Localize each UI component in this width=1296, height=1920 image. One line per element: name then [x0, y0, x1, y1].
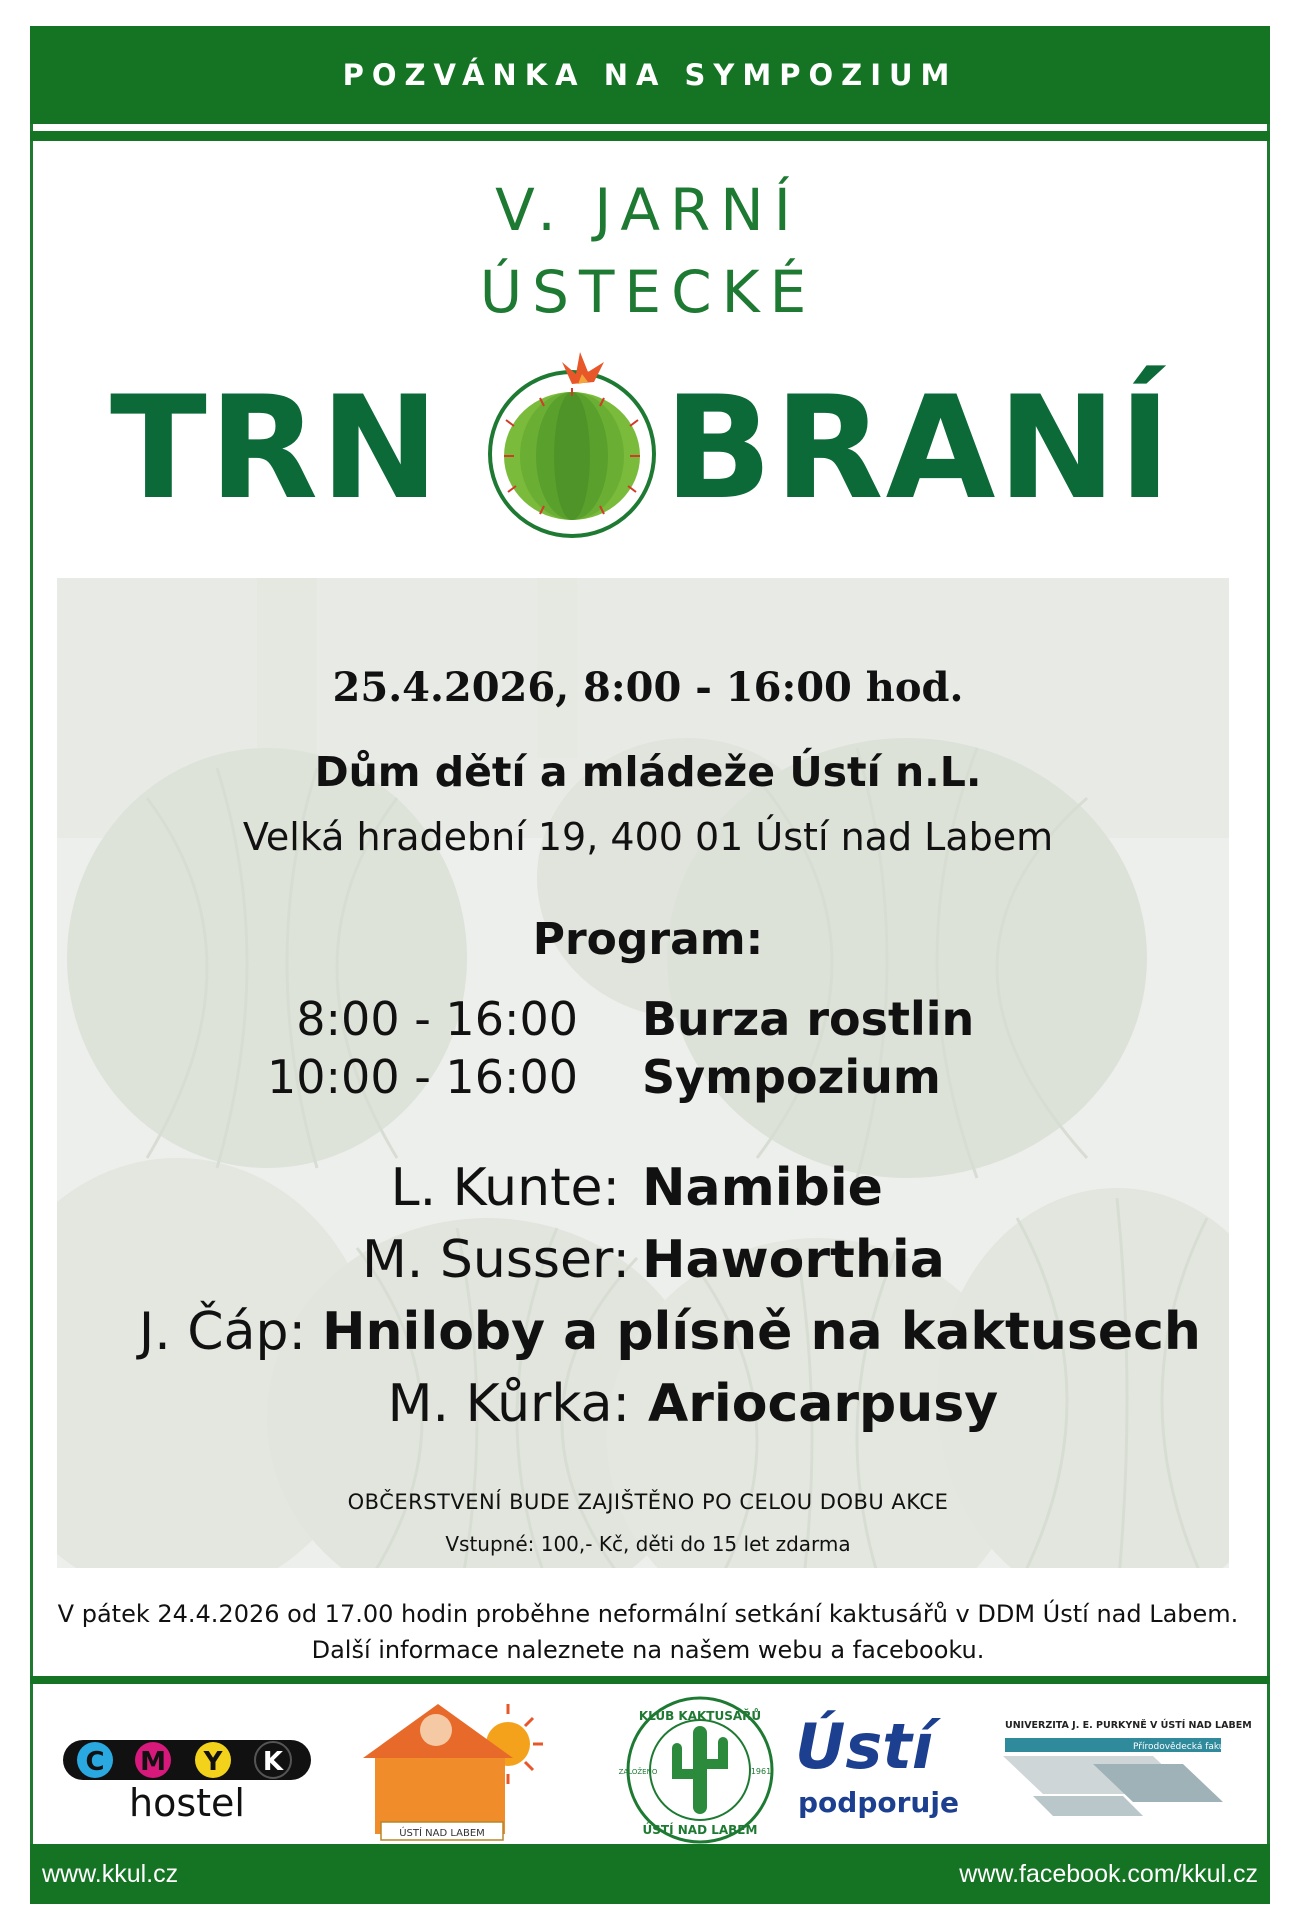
schedule-label: Burza rostlin — [642, 992, 975, 1046]
hostel-letter: K — [262, 1747, 284, 1777]
logos-rule — [30, 1676, 1270, 1684]
university-name: UNIVERZITA J. E. PURKYNĚ V ÚSTÍ NAD LABEM — [1005, 1720, 1252, 1731]
cactus-logo-icon — [474, 346, 670, 542]
footer-band — [30, 1844, 1270, 1904]
usti-logo — [795, 1710, 959, 1819]
footer-facebook-link[interactable]: www.facebook.com/kkul.cz — [959, 1859, 1258, 1888]
usti-word: Ústí — [795, 1710, 934, 1783]
club-ring-bottom: ÚSTÍ NAD LABEM — [642, 1823, 758, 1837]
refreshments-note: OBČERSTVENÍ BUDE ZAJIŠTĚNO PO CELOU DOBU AKCE — [347, 1490, 949, 1514]
talk-topic: Namibie — [642, 1158, 883, 1218]
admission-note: Vstupné: 100,- Kč, děti do 15 let zdarma — [445, 1532, 851, 1556]
program-heading: Program: — [532, 914, 764, 965]
usti-sub: podporuje — [798, 1786, 959, 1819]
cmyk-hostel-logo — [63, 1740, 311, 1825]
friday-meeting-note: V pátek 24.4.2026 od 17.00 hodin proběhne neformální setkání kaktusářů v DDM Ústí nad Labem. — [57, 1600, 1239, 1628]
talk-topic: Ariocarpusy — [648, 1374, 999, 1434]
hostel-letter: M — [140, 1747, 166, 1777]
talk-topic: Hniloby a plísně na kaktusech — [322, 1302, 1201, 1362]
ddm-text: ÚSTÍ NAD LABEM — [399, 1828, 485, 1839]
title-left-word: TRN — [110, 366, 442, 531]
club-year: 1961 — [750, 1767, 772, 1776]
schedule-time: 10:00 - 16:00 — [267, 1050, 578, 1104]
talk-topic: Haworthia — [642, 1230, 945, 1290]
event-venue: Dům dětí a mládeže Ústí n.L. — [314, 748, 982, 796]
club-logo — [619, 1698, 772, 1842]
faculty-name: Přírodovědecká fakulta — [1133, 1742, 1237, 1752]
university-logo — [1003, 1719, 1252, 1816]
schedule-label: Sympozium — [642, 1050, 941, 1104]
talk-speaker: J. Čáp: — [138, 1302, 306, 1362]
title-line-1: V. JARNÍ — [495, 176, 801, 244]
event-address: Velká hradební 19, 400 01 Ústí nad Labem — [242, 815, 1054, 859]
talk-speaker: L. Kunte: — [390, 1158, 620, 1218]
hostel-letter: Y — [203, 1747, 223, 1777]
ddm-logo — [363, 1704, 543, 1840]
hostel-letter: C — [85, 1747, 105, 1777]
talk-speaker: M. Susser: — [361, 1230, 630, 1290]
title-right-word: BRANÍ — [664, 366, 1174, 531]
more-info-note: Další informace naleznete na našem webu a facebooku. — [311, 1636, 985, 1664]
footer-web-link[interactable]: www.kkul.cz — [42, 1859, 179, 1888]
hostel-word: hostel — [129, 1781, 245, 1825]
header-banner — [30, 26, 1270, 124]
header-text: POZVÁNKA NA SYMPOZIUM — [342, 58, 958, 92]
club-left: ZALOŽENO — [618, 1768, 658, 1776]
title-line-2: ÚSTECKÉ — [479, 258, 817, 326]
talk-speaker: M. Kůrka: — [387, 1374, 630, 1434]
club-ring-top: KLUB KAKTUSÁŘŮ — [638, 1709, 762, 1723]
header-rule — [30, 131, 1270, 141]
schedule-time: 8:00 - 16:00 — [296, 992, 578, 1046]
sponsor-logos — [33, 1684, 1267, 1844]
event-date: 25.4.2026, 8:00 - 16:00 hod. — [332, 664, 964, 711]
